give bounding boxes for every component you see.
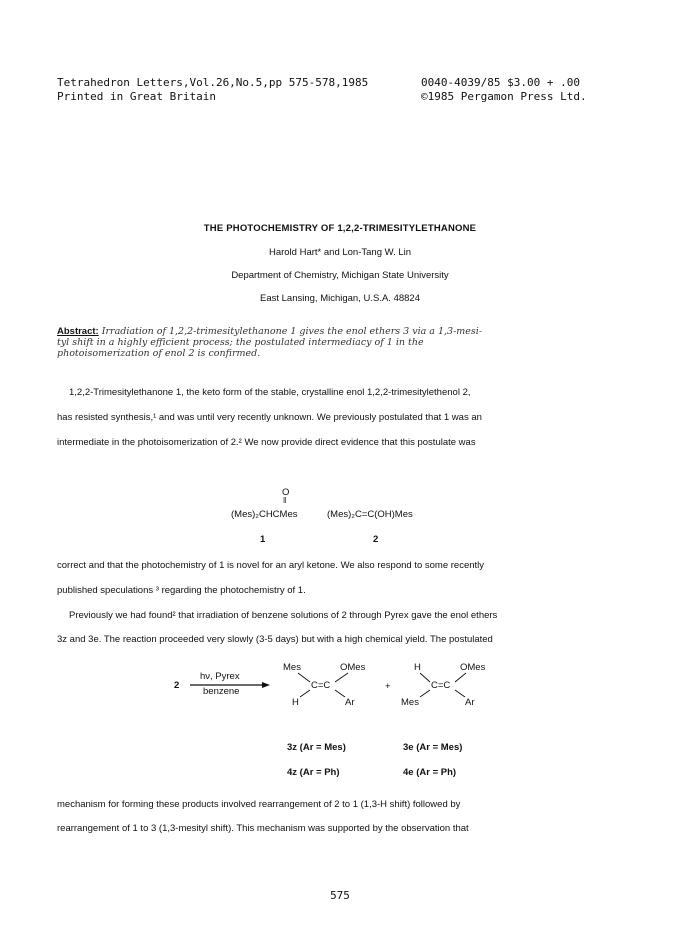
paragraph-1-line-1: 1,2,2-Trimesitylethanone 1, the keto form of the stable, crystalline enol 1,2,2-trimesitylethenol 2, [69, 387, 471, 398]
paragraph-3-line-1: Previously we had found² that irradiation of benzene solutions of 2 through Pyrex gave the enol ethers [69, 610, 498, 621]
paragraph-2-line-1: correct and that the photochemistry of 1 is novel for an aryl ketone. We also respond to some recently [57, 560, 485, 571]
e-bond-top-left [420, 673, 430, 682]
z-bond-top-right [335, 673, 348, 682]
z-double-bond: C=C [311, 680, 331, 691]
printed-location: Printed in Great Britain [57, 90, 216, 103]
paragraph-1-line-3: intermediate in the photoisomerization of 2.² We now provide direct evidence that this postulate was [57, 437, 476, 448]
journal-citation: Tetrahedron Letters,Vol.26,No.5,pp 575-578,1985 [57, 76, 369, 89]
reaction-arrowhead [262, 682, 270, 688]
scheme-reactant: 2 [174, 680, 180, 691]
label-3e: 3e (Ar = Mes) [403, 742, 463, 753]
e-bond-bottom-left [420, 690, 430, 697]
z-substituent-top-right: OMes [340, 662, 366, 673]
paragraph-2-line-2: published speculations ³ regarding the photochemistry of 1. [57, 585, 306, 596]
carbonyl-oxygen: O [282, 487, 290, 498]
structure-1-label: 1 [260, 534, 266, 545]
paragraph-1-line-2: has resisted synthesis,¹ and was until very recently unknown. We previously postulated that 1 was an [57, 412, 482, 423]
structure-2-label: 2 [373, 534, 379, 545]
e-substituent-bottom-right: Ar [465, 697, 475, 708]
carbonyl-double-bond: ‖ [283, 496, 287, 505]
label-4e: 4e (Ar = Ph) [403, 767, 457, 778]
e-substituent-top-left: H [414, 662, 421, 673]
z-substituent-bottom-left: H [292, 697, 299, 708]
e-double-bond: C=C [431, 680, 451, 691]
label-3z: 3z (Ar = Mes) [287, 742, 346, 753]
structure-2-formula: (Mes)₂C=C(OH)Mes [327, 509, 413, 520]
e-bond-top-right [455, 673, 466, 682]
abstract-line-3: photoisomerization of enol 2 is confirmed. [57, 348, 261, 359]
address: East Lansing, Michigan, U.S.A. 48824 [259, 293, 420, 304]
paragraph-4-line-1: mechanism for forming these products involved rearrangement of 2 to 1 (1,3-H shift) followed by [57, 799, 461, 810]
z-bond-bottom-right [335, 690, 345, 697]
z-substituent-bottom-right: Ar [345, 697, 355, 708]
paper-title: THE PHOTOCHEMISTRY OF 1,2,2-TRIMESITYLETHANONE [203, 223, 477, 234]
abstract-label: Abstract: [57, 326, 99, 337]
z-substituent-top-left: Mes [283, 662, 301, 673]
label-4z: 4z (Ar = Ph) [287, 767, 340, 778]
page-number: 575 [330, 889, 350, 902]
affiliation: Department of Chemistry, Michigan State University [231, 270, 449, 281]
e-substituent-bottom-left: Mes [401, 697, 419, 708]
z-bond-top-left [298, 673, 310, 682]
authors: Harold Hart* and Lon-Tang W. Lin [268, 247, 412, 258]
scheme-conditions-bottom: benzene [203, 686, 240, 697]
scheme-conditions-top: hν, Pyrex [200, 671, 240, 682]
e-substituent-top-right: OMes [460, 662, 486, 673]
structure-1-formula: (Mes)₂CHCMes [231, 509, 298, 520]
scheme-plus: + [385, 681, 391, 692]
copyright: ©1985 Pergamon Press Ltd. [421, 90, 587, 103]
paragraph-3-line-2: 3z and 3e. The reaction proceeded very slowly (3-5 days) but with a high chemical yield. The postulated [57, 634, 493, 645]
abstract-line-2: tyl shift in a highly efficient process; the postulated intermediacy of 1 in the [57, 337, 424, 348]
z-bond-bottom-left [300, 690, 310, 697]
e-bond-bottom-right [455, 690, 465, 697]
paragraph-4-line-2: rearrangement of 1 to 3 (1,3-mesityl shift). This mechanism was supported by the observation that [57, 823, 469, 834]
price-code: 0040-4039/85 $3.00 + .00 [421, 76, 580, 89]
abstract-line-1: Abstract: Irradiation of 1,2,2-trimesitylethanone 1 gives the enol ethers 3 via a 1,3-mesi- [57, 326, 483, 337]
